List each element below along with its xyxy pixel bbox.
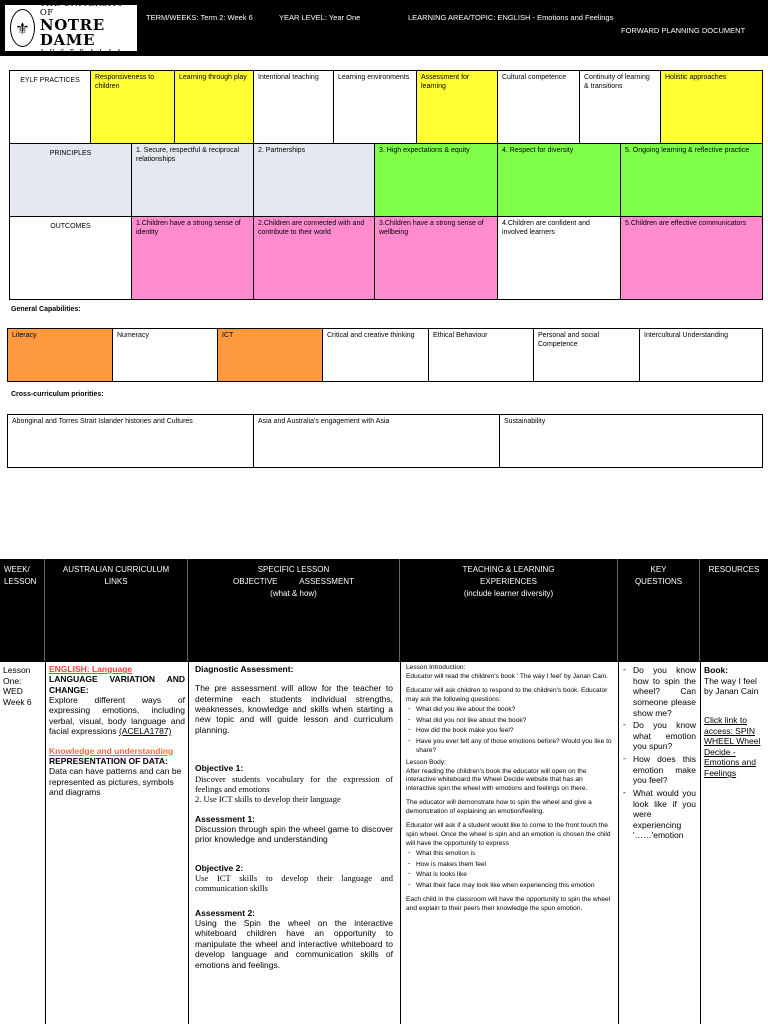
document-title: FORWARD PLANNING DOCUMENT [621,26,746,35]
key-question: - What would you look like if you were experiencing '……'emotion [623,788,696,841]
diagnostic-text: The pre assessment will allow for the teacher to determine each students individual strengths, weaknesses, knowledge and skills when starting a new topic and will guide lesson and curriculum planning. [195,683,393,735]
body-title: Lesson Body: [406,759,446,767]
objective-header-line-1: SPECIFIC LESSON [257,565,330,574]
intro-text: Educator will read the children's book ' The way I feel' by Janan Cain. [406,672,608,680]
capability-item: ICT [217,328,323,382]
eylf-practice: Intentional teaching [253,70,334,144]
eylf-practice: Responsiveness to children [90,70,175,144]
book-label: Book: [704,665,729,675]
capability-item: Literacy [7,328,113,382]
general-capabilities-label: General Capabilities: [11,306,81,313]
curriculum-code-link[interactable]: (ACELA1787) [118,726,172,737]
outcome-item: 3.Children have a strong sense of wellbeing [374,216,498,300]
capability-item: Intercultural Understanding [639,328,763,382]
curriculum-heading-2: REPRESENTATION OF DATA: [49,755,168,766]
principle-item: 1. Secure, respectful & reciprocal relationships [131,143,254,217]
teaching-header-line-1: TEACHING & LEARNING [462,565,555,574]
cross-curriculum-label: Cross-curriculum priorities: [11,391,104,398]
principle-item: 5. Ongoing learning & reflective practice [620,143,763,217]
body-text: After reading the children's book the educator will open on the interactive whiteboard the Wheel Decide website that has an interactive spin the wheel with emotions and feelings on there. [406,767,588,792]
express-item: - What is looks like [406,871,613,880]
outcome-item: 1.Children have a strong sense of identity [131,216,254,300]
student-text: Educator will ask if a student would like to come to the front touch the spin wheel. Once the wheel is spin and an emotion is chosen the child will have the opportunity to express [406,822,611,847]
assessment-1-title: Assessment 1: [195,813,256,824]
cross-curriculum-item: Aboriginal and Torres Strait Islander histories and Cultures [7,414,254,468]
learning-area: LEARNING AREA/TOPIC: ENGLISH - Emotions and Feelings [408,13,614,22]
outcome-item: 4.Children are confident and involved learners [497,216,621,300]
principle-item: 3. High expectations & equity [374,143,498,217]
objective-2-title: Objective 2: [195,862,244,873]
ask-text: Educator will ask children to respond to the children's book. Educator may ask the following questions: [406,687,608,703]
principle-item: 2. Partnerships [253,143,375,217]
demo-text: The educator will demonstrate how to spin the wheel and give a demonstration of explaining an emotion/feeling. [406,799,592,815]
principle-item: 4. Respect for diversity [497,143,621,217]
logo-line-1: THE UNIVERSITY OF [39,0,124,18]
principles-label: PRINCIPLES [9,143,132,217]
each-text: Each child in the classroom will have the opportunity to spin the wheel and explain to their peers their knowledge the spun emotion. [406,896,611,912]
objective-1-text: Discover students vocabulary for the expression of feelings and emotions [195,773,393,794]
document-header [0,0,768,56]
question-item: - How did the book make you feel? [406,727,613,736]
teaching-header-line-2: EXPERIENCES [480,577,537,586]
logo-line-3: AUSTRALIA [39,49,127,56]
curriculum-strand-1: ENGLISH: Language [49,664,133,674]
objective-1-text-2: 2. Use ICT skills to develop their language [195,794,341,805]
capability-item: Personal and social Competence [533,328,640,382]
objective-header-line-3: (what & how) [270,589,317,598]
assessment-2-title: Assessment 2: [195,907,256,918]
week-lesson-header: WEEK/ LESSON [0,559,45,661]
capability-item: Critical and creative thinking [322,328,429,382]
logo-line-2: NOTRE DAME [39,16,105,49]
express-item: - How is makes them feel [406,861,613,870]
university-logo [5,0,137,56]
key-header-line-2: QUESTIONS [634,577,683,586]
assessment-2-text: Using the Spin the wheel on the interactive whiteboard children have an opportunity to manipulate the wheel and interactive whiteboard to develop language and communication skills of emotions and feelings. [195,918,393,970]
lesson-week-cell: Lesson One: WED Week 6 [3,665,32,707]
objective-header-line-2: OBJECTIVE ASSESSMENT [233,577,354,586]
curriculum-heading-1: LANGUAGE VARIATION AND CHANGE: [49,674,185,695]
teaching-header-line-3: (include learner diversity) [463,589,554,598]
outcome-item: 2.Children are connected with and contribute to their world [253,216,375,300]
eylf-practice: Holistic approaches [660,70,763,144]
capability-item: Ethical Behaviour [428,328,534,382]
key-question: - Do you know what emotion you spun? [623,720,696,752]
crest-icon: ⚜ [10,9,35,47]
cross-curriculum-item: Sustainability [499,414,763,468]
question-item: - What did you like about the book? [406,706,613,715]
wheel-decide-link[interactable]: Click link to access: SPIN WHEEL Wheel Decide - Emotions and Feelings [704,714,761,778]
key-question: - How does this emotion make you feel? [623,754,696,786]
objective-assessment-header [188,559,400,661]
resources-header: RESOURCES [700,559,768,661]
key-questions-header [618,559,700,661]
curriculum-text-1: Explore different ways of expressing emotions, including verbal, visual, body language and facial expressions [49,695,185,737]
capability-item: Numeracy [112,328,218,382]
curriculum-strand-2: Knowledge and understanding [49,745,174,756]
eylf-practice: Assessment for learning [416,70,498,144]
cross-curriculum-item: Asia and Australia's engagement with Asia [253,414,500,468]
year-level: YEAR LEVEL: Year One [279,13,361,22]
objective-assessment-cell [188,661,400,1024]
book-text: The way I feel by Janan Cain [704,675,759,697]
express-item: - What their face may look like when experiencing this emotion [406,882,613,891]
express-item: - What this emotion is [406,850,613,859]
eylf-practice: Learning environments [333,70,417,144]
key-question: - Do you know how to spin the wheel? Can someone please show me? [623,665,696,718]
eylf-label: EYLF PRACTICES [9,70,91,144]
outcome-item: 5.Children are effective communicators [620,216,763,300]
diagnostic-title: Diagnostic Assessment: [195,664,294,674]
objective-1-title: Objective 1: [195,763,244,774]
eylf-practice: Learning through play [174,70,254,144]
objective-2-text: Use ICT skills to develop their language and communication skills [195,873,393,894]
teaching-learning-header [400,559,618,661]
assessment-1-text: Discussion through spin the wheel game to discover prior knowledge and understanding [195,823,393,845]
curriculum-text-2: Data can have patterns and can be represented as pictures, symbols and diagrams [49,766,182,797]
resources-cell [700,661,768,1024]
key-questions-cell [618,661,700,1024]
teaching-learning-cell [400,661,618,1024]
outcomes-label: OUTCOMES [9,216,132,300]
curriculum-links-header: AUSTRALIAN CURRICULUM LINKS [45,559,188,661]
intro-title: Lesson Introduction: [406,664,466,671]
key-header-line-1: KEY [650,565,667,574]
eylf-practice: Continuity of learning & transitions [579,70,661,144]
term-weeks: TERM/WEEKS: Term 2: Week 6 [146,13,253,22]
curriculum-links-cell [45,661,188,1024]
question-item: - What did you not like about the book? [406,717,613,726]
curriculum-descriptor-1 [49,695,185,736]
question-item: - Have you ever felt any of those emotions before? Would you like to share? [406,738,613,755]
eylf-practice: Cultural competence [497,70,580,144]
